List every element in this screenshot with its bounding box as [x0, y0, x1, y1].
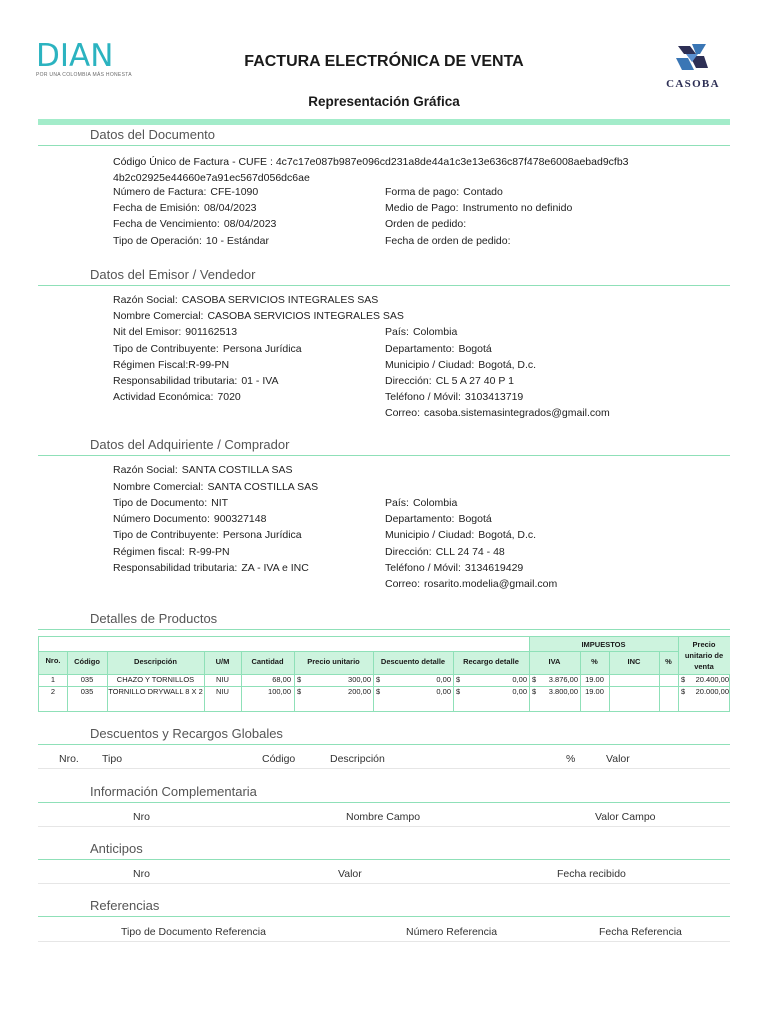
field-numero-factura: Número de Factura: CFE-1090	[113, 186, 259, 198]
comp-header-nombre: Nombre Campo	[346, 811, 421, 823]
desc-header-descripcion: Descripción	[330, 753, 385, 765]
row1-cur3: $	[456, 675, 461, 684]
field-adq-responsabilidad: Responsabilidad tributaria: ZA - IVA e INC	[113, 562, 309, 574]
row1-cur1: $	[297, 675, 302, 684]
row1-descuento: 0,00	[436, 675, 451, 684]
field-emisor-departamento: Departamento: Bogotá	[385, 343, 492, 355]
section-divider	[38, 285, 730, 286]
field-emisor-comercial: Nombre Comercial: CASOBA SERVICIOS INTEGRALES SAS	[113, 310, 404, 322]
header-impuestos: IMPUESTOS	[581, 640, 626, 649]
field-emisor-telefono: Teléfono / Móvil: 3103413719	[385, 391, 524, 403]
casoba-logo-name: CASOBA	[666, 78, 720, 90]
products-table	[38, 636, 730, 712]
field-emisor-correo: Correo: casoba.sistemasintegrados@gmail.com	[385, 407, 610, 419]
casoba-logo	[652, 38, 734, 94]
header-inc: INC	[627, 657, 641, 666]
field-fecha-vencimiento: Fecha de Vencimiento: 08/04/2023	[113, 218, 277, 230]
row1-pct-iva: 19.00	[585, 675, 604, 684]
desc-header-codigo: Código	[262, 753, 296, 765]
row2-cantidad: 100,00	[268, 687, 291, 696]
anticipos-header-valor: Valor	[338, 868, 362, 880]
field-emisor-actividad: Actividad Económica: 7020	[113, 391, 241, 403]
field-forma-pago: Forma de pago: Contado	[385, 186, 503, 198]
row2-pct-iva: 19.00	[585, 687, 604, 696]
comp-header-valor: Valor Campo	[595, 811, 656, 823]
header-recargo: Recargo detalle	[463, 657, 519, 666]
row2-um: NIU	[216, 687, 229, 696]
row2-cur4: $	[532, 687, 537, 696]
row1-um: NIU	[216, 675, 229, 684]
desc-header-tipo: Tipo	[102, 753, 123, 765]
section-title-documento: Datos del Documento	[90, 127, 216, 142]
dian-logo-tagline: POR UNA COLOMBIA MÁS HONESTA	[36, 72, 132, 78]
row2-nro: 2	[50, 687, 56, 696]
cufe-value-line1: 4c7c17e087b987e096cd231a8de44a1c3e13e636c87f478e6008aebad9cfb3	[275, 156, 629, 168]
row2-cur3: $	[456, 687, 461, 696]
field-adq-contribuyente: Tipo de Contribuyente: Persona Jurídica	[113, 529, 302, 541]
row2-codigo: 035	[80, 687, 94, 696]
section-divider	[38, 455, 730, 456]
field-fecha-orden: Fecha de orden de pedido:	[385, 235, 511, 247]
row1-cantidad: 68,00	[272, 675, 291, 684]
casoba-logo-mark-icon	[672, 42, 712, 74]
header-codigo: Código	[74, 657, 100, 666]
header-precio-unitario: Precio unitario	[307, 657, 360, 666]
row1-codigo: 035	[80, 675, 94, 684]
row1-iva: 3.876,00	[548, 675, 578, 684]
comp-header-nro: Nro	[133, 811, 150, 823]
row1-precio-venta: 20.400,00	[695, 675, 729, 684]
field-fecha-emision: Fecha de Emisión: 08/04/2023	[113, 202, 257, 214]
section-title-complementaria: Información Complementaria	[90, 784, 257, 799]
row1-precio-unitario: 300,00	[348, 675, 371, 684]
section-title-productos: Detalles de Productos	[90, 611, 218, 626]
section-title-emisor: Datos del Emisor / Vendedor	[90, 267, 256, 282]
document-header	[0, 0, 768, 118]
header-iva: IVA	[548, 657, 561, 666]
header-um: U/M	[215, 657, 230, 666]
desc-header-pct: %	[566, 753, 576, 765]
invoice-subtitle: Representación Gráfica	[308, 94, 460, 109]
header-accent-bar	[38, 119, 730, 125]
section-divider	[38, 916, 730, 917]
cufe-value-line2: 4b2c02925e44660e7a91ec567d056dc6ae	[113, 172, 310, 184]
row2-descuento: 0,00	[436, 687, 451, 696]
row2-cur2: $	[376, 687, 381, 696]
header-pct-inc: %	[665, 657, 672, 666]
field-emisor-direccion: Dirección: CL 5 A 27 40 P 1	[385, 375, 514, 387]
field-emisor-municipio: Municipio / Ciudad: Bogotá, D.c.	[385, 359, 537, 371]
invoice-title: FACTURA ELECTRÓNICA DE VENTA	[244, 53, 524, 70]
ref-header-fecha: Fecha Referencia	[599, 926, 682, 938]
field-emisor-contribuyente: Tipo de Contribuyente: Persona Jurídica	[113, 343, 302, 355]
header-descripcion: Descripción	[134, 657, 177, 666]
row1-cur2: $	[376, 675, 381, 684]
cufe-label: Código Único de Factura - CUFE :	[113, 156, 273, 168]
anticipos-header-fecha: Fecha recibido	[557, 868, 626, 880]
header-descuento: Descuento detalle	[380, 657, 446, 666]
dian-logo-word: DIAN	[36, 38, 114, 74]
field-adq-comercial: Nombre Comercial: SANTA COSTILLA SAS	[113, 481, 319, 493]
dian-logo	[36, 40, 136, 84]
section-title-descuentos: Descuentos y Recargos Globales	[90, 726, 283, 741]
field-adq-correo: Correo: rosarito.modelia@gmail.com	[385, 578, 558, 590]
row2-iva: 3.800,00	[548, 687, 578, 696]
section-divider	[38, 802, 730, 803]
desc-header-nro: Nro.	[59, 753, 79, 765]
row2-recargo: 0,00	[512, 687, 527, 696]
table-header-divider	[38, 941, 730, 942]
field-adq-razon: Razón Social: SANTA COSTILLA SAS	[113, 464, 293, 476]
field-emisor-nit: Nit del Emisor: 901162513	[113, 326, 238, 338]
field-emisor-responsabilidad: Responsabilidad tributaria: 01 - IVA	[113, 375, 279, 387]
section-divider	[38, 744, 730, 745]
section-divider	[38, 859, 730, 860]
row1-recargo: 0,00	[512, 675, 527, 684]
section-divider	[38, 145, 730, 146]
cufe-block	[113, 154, 673, 186]
row2-precio-unitario: 200,00	[348, 687, 371, 696]
header-nro: Nro.	[45, 656, 61, 665]
field-emisor-regimen: Régimen Fiscal:R-99-PN	[113, 359, 230, 371]
header-precio-venta: Precio unitario de venta	[684, 640, 724, 671]
section-title-referencias: Referencias	[90, 898, 160, 913]
field-adq-regimen: Régimen fiscal: R-99-PN	[113, 546, 230, 558]
field-adq-departamento: Departamento: Bogotá	[385, 513, 492, 525]
row1-nro: 1	[50, 675, 56, 684]
field-orden-pedido: Orden de pedido:	[385, 218, 467, 230]
field-adq-pais: País: Colombia	[385, 497, 458, 509]
row1-cur4: $	[532, 675, 537, 684]
row2-cur5: $	[681, 687, 686, 696]
section-title-adquiriente: Datos del Adquiriente / Comprador	[90, 437, 290, 452]
field-adq-municipio: Municipio / Ciudad: Bogotá, D.c.	[385, 529, 537, 541]
row1-cur5: $	[681, 675, 686, 684]
section-title-anticipos: Anticipos	[90, 841, 143, 856]
header-cantidad: Cantidad	[251, 657, 284, 666]
field-adq-direccion: Dirección: CLL 24 74 - 48	[385, 546, 505, 558]
header-pct-iva: %	[591, 657, 598, 666]
table-header-divider	[38, 826, 730, 827]
field-tipo-operacion: Tipo de Operación: 10 - Estándar	[113, 235, 269, 247]
table-header-divider	[38, 883, 730, 884]
row1-descripcion: CHAZO Y TORNILLOS	[116, 675, 195, 684]
field-emisor-razon: Razón Social: CASOBA SERVICIOS INTEGRALES SAS	[113, 294, 379, 306]
section-divider	[38, 629, 730, 630]
row2-precio-venta: 20.000,00	[695, 687, 729, 696]
field-adq-telefono: Teléfono / Móvil: 3134619429	[385, 562, 524, 574]
row2-descripcion: TORNILLO DRYWALL 8 X 2	[108, 687, 203, 696]
desc-header-valor: Valor	[606, 753, 630, 765]
anticipos-header-nro: Nro	[133, 868, 150, 880]
ref-header-numero: Número Referencia	[406, 926, 498, 938]
field-emisor-pais: País: Colombia	[385, 326, 458, 338]
field-medio-pago: Medio de Pago: Instrumento no definido	[385, 202, 573, 214]
ref-header-tipo: Tipo de Documento Referencia	[121, 926, 266, 938]
field-adq-numero-documento: Número Documento: 900327148	[113, 513, 267, 525]
table-header-divider	[38, 768, 730, 769]
row2-cur1: $	[297, 687, 302, 696]
field-adq-tipo-documento: Tipo de Documento: NIT	[113, 497, 229, 509]
